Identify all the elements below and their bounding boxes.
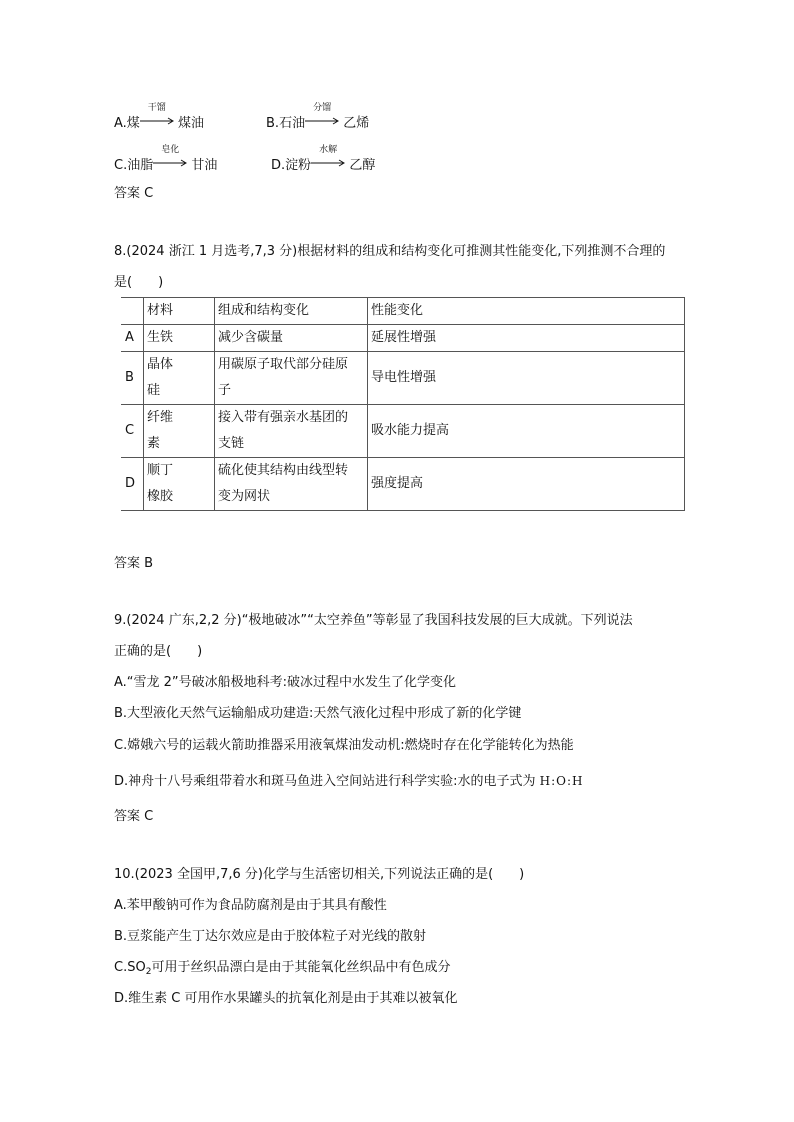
reaction-arrow bbox=[311, 145, 345, 173]
q10-option-c-prefix: C.SO bbox=[114, 960, 146, 975]
table-row bbox=[121, 352, 685, 405]
q7-option-d bbox=[271, 145, 376, 173]
cell-line: 橡胶 bbox=[147, 489, 174, 504]
reaction-arrow bbox=[140, 103, 174, 131]
q9-option-c: C.嫦娥六号的运载火箭助推器采用液氧煤油发动机:燃烧时存在化学能转化为热能 bbox=[114, 738, 574, 753]
cell-change: 减少含碳量 bbox=[215, 325, 368, 352]
product: 乙醇 bbox=[349, 158, 376, 173]
row-label: D bbox=[121, 458, 144, 511]
reactant: 淀粉 bbox=[285, 158, 312, 173]
cell-line: 用碳原子取代部分硅原 bbox=[218, 357, 349, 372]
row-label: C bbox=[121, 405, 144, 458]
table-header-change: 组成和结构变化 bbox=[215, 298, 368, 325]
table-row bbox=[121, 325, 685, 352]
option-prefix: B. bbox=[266, 116, 280, 131]
cell-line: 硫化使其结构由线型转 bbox=[218, 463, 349, 478]
q7-answer: 答案 C bbox=[114, 186, 154, 201]
reactant: 煤 bbox=[126, 116, 140, 131]
cell-line: 顺丁 bbox=[147, 463, 174, 478]
q9-stem-line1: 9.(2024 广东,2,2 分)“极地破冰”“太空养鱼”等彰显了我国科技发展的巨大成就。下列说法 bbox=[114, 613, 633, 628]
q7-option-a bbox=[114, 103, 204, 131]
q8-answer: 答案 B bbox=[114, 556, 154, 571]
cell-material bbox=[144, 405, 215, 458]
q9-option-d-text: D.神舟十八号乘组带着水和斑马鱼进入空间站进行科学实验:水的电子式为 bbox=[114, 774, 536, 789]
cell-property: 导电性增强 bbox=[368, 352, 685, 405]
cell-line: 子 bbox=[218, 383, 232, 398]
materials-table bbox=[121, 297, 685, 511]
reactant: 油脂 bbox=[127, 158, 154, 173]
reaction-arrow bbox=[305, 103, 339, 131]
q10-stem: 10.(2023 全国甲,7,6 分)化学与生活密切相关,下列说法正确的是( ) bbox=[114, 867, 525, 882]
q7-option-b bbox=[266, 103, 370, 131]
reaction-condition: 干馏 bbox=[147, 103, 166, 113]
cell-line: 素 bbox=[147, 436, 161, 451]
reaction-condition: 皂化 bbox=[161, 145, 180, 155]
product: 乙烯 bbox=[343, 116, 370, 131]
cell-material: 生铁 bbox=[144, 325, 215, 352]
row-label: A bbox=[121, 325, 144, 352]
water-electron-formula: H:O:H bbox=[539, 774, 584, 788]
table-header-material: 材料 bbox=[144, 298, 215, 325]
q10-option-c-text: 可用于丝织品漂白是由于其能氧化丝织品中有色成分 bbox=[151, 960, 451, 975]
product: 煤油 bbox=[177, 116, 204, 131]
q10-option-d: D.维生素 C 可用作水果罐头的抗氧化剂是由于其难以被氧化 bbox=[114, 991, 458, 1006]
cell-change bbox=[215, 405, 368, 458]
q10-option-b: B.豆浆能产生丁达尔效应是由于胶体粒子对光线的散射 bbox=[114, 929, 427, 944]
q8-stem-line1: 8.(2024 浙江 1 月选考,7,3 分)根据材料的组成和结构变化可推测其性能变化,下列推测不合理的 bbox=[114, 244, 666, 259]
q10-option-a: A.苯甲酸钠可作为食品防腐剂是由于其具有酸性 bbox=[114, 898, 387, 913]
cell-line: 变为网状 bbox=[218, 489, 271, 504]
option-prefix: D. bbox=[271, 158, 286, 173]
cell-line: 硅 bbox=[147, 383, 161, 398]
reaction-condition: 分馏 bbox=[313, 103, 332, 113]
q9-stem-line2: 正确的是( ) bbox=[114, 644, 203, 659]
product: 甘油 bbox=[191, 158, 218, 173]
q9-option-b: B.大型液化天然气运输船成功建造:天然气液化过程中形成了新的化学键 bbox=[114, 706, 522, 721]
row-label: B bbox=[121, 352, 144, 405]
cell-material bbox=[144, 458, 215, 511]
q9-option-a: A.“雪龙 2”号破冰船极地科考:破冰过程中水发生了化学变化 bbox=[114, 675, 457, 690]
reaction-arrow bbox=[153, 145, 187, 173]
table-header-row bbox=[121, 298, 685, 325]
table-header-property: 性能变化 bbox=[368, 298, 685, 325]
cell-property: 吸水能力提高 bbox=[368, 405, 685, 458]
option-prefix: A. bbox=[114, 116, 127, 131]
q9-option-d bbox=[114, 773, 584, 790]
cell-change bbox=[215, 352, 368, 405]
table-row bbox=[121, 405, 685, 458]
cell-line: 晶体 bbox=[147, 357, 174, 372]
reactant: 石油 bbox=[279, 116, 306, 131]
reaction-condition: 水解 bbox=[319, 145, 338, 155]
option-prefix: C. bbox=[114, 158, 128, 173]
cell-material bbox=[144, 352, 215, 405]
cell-property: 延展性增强 bbox=[368, 325, 685, 352]
cell-line: 支链 bbox=[218, 436, 245, 451]
q7-option-c bbox=[114, 145, 218, 173]
q8-stem-line2: 是( ) bbox=[114, 275, 164, 290]
q9-answer: 答案 C bbox=[114, 809, 154, 824]
table-header-blank bbox=[121, 298, 144, 325]
cell-line: 接入带有强亲水基团的 bbox=[218, 410, 349, 425]
table-row bbox=[121, 458, 685, 511]
cell-line: 纤维 bbox=[147, 410, 174, 425]
subscript: 2 bbox=[145, 967, 152, 977]
cell-change bbox=[215, 458, 368, 511]
q10-option-c bbox=[114, 960, 450, 980]
cell-property: 强度提高 bbox=[368, 458, 685, 511]
